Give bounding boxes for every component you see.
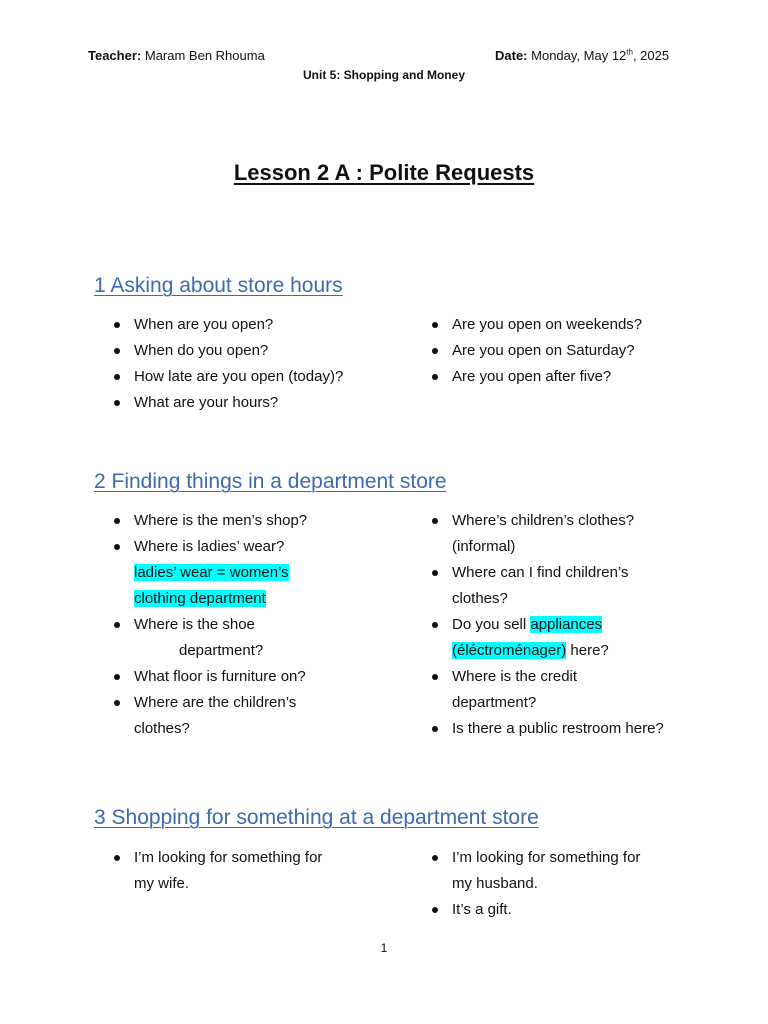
list-item: Where can I find children’s [428, 560, 728, 586]
list-item: When do you open? [110, 338, 410, 364]
list-item-continuation: department? [179, 642, 264, 659]
list-item-continuation: clothes? [134, 720, 190, 737]
page-number: 1 [380, 941, 388, 955]
date-line [495, 48, 669, 63]
list-item: Where is ladies’ wear? [110, 534, 410, 560]
highlight-note: clothing department [134, 590, 266, 607]
highlight-note: ladies’ wear = women’s [134, 564, 289, 581]
list-item-continuation: (éléctroménager) here? [452, 642, 609, 659]
list-item: I’m looking for something for [428, 845, 728, 871]
section1-heading: 1 Asking about store hours [94, 274, 343, 297]
list-item: Do you sell appliances [428, 612, 728, 638]
list-item-continuation: department? [452, 694, 537, 711]
list-item: Where are the children’s [110, 690, 410, 716]
list-item: Where’s children’s clothes? [428, 508, 728, 534]
list-item: What are your hours? [110, 390, 410, 416]
section2-heading: 2 Finding things in a department store [94, 470, 447, 493]
highlight-term: appliances [530, 616, 603, 633]
date-label: Date: [495, 48, 528, 63]
section2-left-list [110, 508, 410, 742]
list-item: Are you open on Saturday? [428, 338, 728, 364]
section1-left-list [110, 312, 410, 416]
list-item: Is there a public restroom here? [428, 716, 728, 742]
list-note [110, 586, 410, 612]
teacher-line [88, 48, 265, 63]
date-prefix: Monday, May 12 [531, 48, 627, 63]
date-sup: th [626, 47, 633, 57]
teacher-name: Maram Ben Rhouma [144, 48, 265, 63]
list-item-continuation: clothes? [452, 590, 508, 607]
list-note [110, 560, 410, 586]
teacher-label: Teacher: [88, 48, 142, 63]
list-item: Are you open after five? [428, 364, 728, 390]
list-item-continuation: my husband. [452, 875, 538, 892]
list-item: Where is the credit [428, 664, 728, 690]
list-item: It’s a gift. [428, 897, 728, 923]
unit-title: Unit 5: Shopping and Money [303, 68, 465, 82]
list-item: Where is the men’s shop? [110, 508, 410, 534]
section3-heading: 3 Shopping for something at a department store [94, 806, 539, 829]
section1-right-list [428, 312, 728, 390]
section3-left-list [110, 845, 410, 897]
highlight-term: (éléctroménager) [452, 642, 567, 659]
list-item: I’m looking for something for [110, 845, 410, 871]
date-suffix: , 2025 [632, 48, 670, 63]
section3-right-list [428, 845, 728, 923]
list-item: Where is the shoe [110, 612, 410, 638]
list-item-continuation: my wife. [134, 875, 190, 892]
list-item: What floor is furniture on? [110, 664, 410, 690]
section2-right-list [428, 508, 728, 742]
list-item: How late are you open (today)? [110, 364, 410, 390]
list-item: Are you open on weekends? [428, 312, 728, 338]
list-item: When are you open? [110, 312, 410, 338]
lesson-title: Lesson 2 A : Polite Requests [233, 160, 535, 185]
list-item-continuation: (informal) [452, 538, 516, 555]
